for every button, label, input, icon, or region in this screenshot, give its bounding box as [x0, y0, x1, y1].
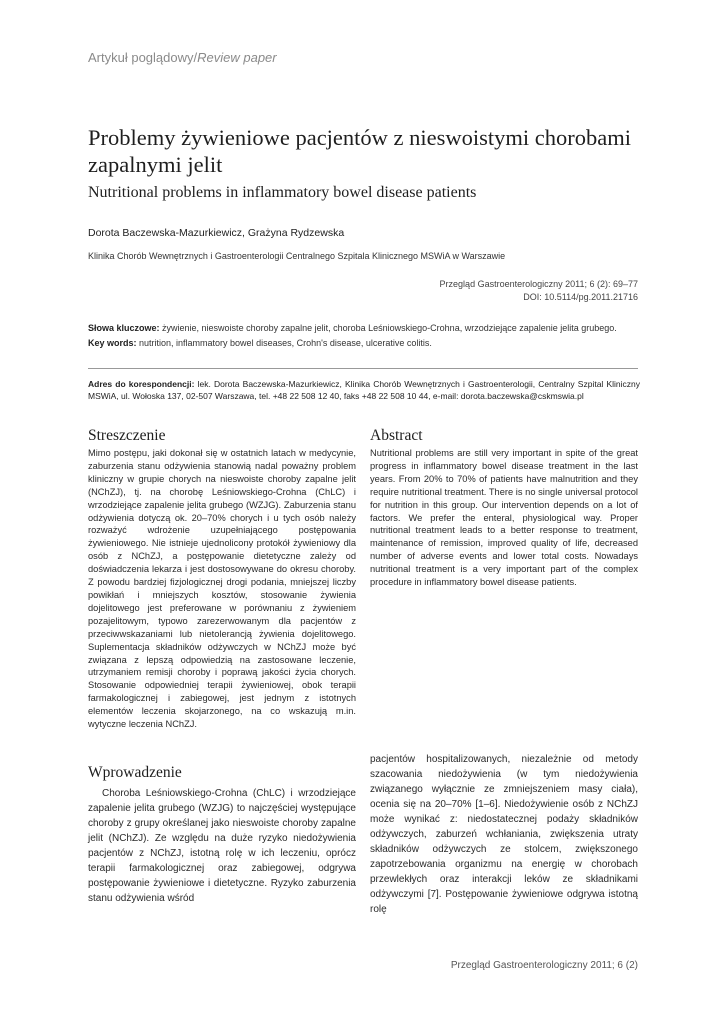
authors: Dorota Baczewska-Mazurkiewicz, Grażyna Rydzewska [88, 227, 345, 239]
journal-citation: Przegląd Gastroenterologiczny 2011; 6 (2): 69–77 [439, 279, 638, 289]
correspondence-block [88, 378, 640, 402]
keywords-en-text: nutrition, inflammatory bowel diseases, Crohn's disease, ulcerative colitis. [136, 338, 432, 348]
title-english: Nutritional problems in inflammatory bowel disease patients [88, 184, 477, 201]
article-type-pl: Artykuł poglądowy/ [88, 50, 198, 65]
correspondence-text: lek. Dorota Baczewska-Mazurkiewicz, Klinika Chorób Wewnętrznych i Gastroenterologii, Centralny Szpital Kliniczny MSWiA, ul. Wołoska 137, 02-507 Warszawa, tel. +48 22 508 12 40, faks +48 22 508 10 44, e-mail: dorota.baczewska@cskmswia.pl [88, 379, 640, 401]
page-footer: Przegląd Gastroenterologiczny 2011; 6 (2) [450, 960, 638, 971]
streszczenie-heading: Streszczenie [88, 427, 166, 444]
affiliation: Klinika Chorób Wewnętrznych i Gastroenterologii Centralnego Szpitala Klinicznego MSWiA w Warszawie [88, 251, 506, 261]
keywords-pl-label: Słowa kluczowe: [88, 323, 160, 333]
abstract-text: Nutritional problems are still very important in spite of the great progress in inflammatory bowel disease treatment in the last years. From 20% to 70% of patients have malnutrition and they require nutritional treatment. There is no single universal protocol for nutrition in this group. Our intervention depends on a lot of factors. We prefer the enteral, physiological way. Proper nutritional treatment leads to a better response to treatment, maintenance of remission, improved quality of life, decreased number of adverse events and lower total costs. Nowadays nutritional treatment is a very important part of the complex procedure in inflammatory bowel disease patients. [370, 448, 638, 588]
keywords-pl [88, 321, 648, 336]
wprowadzenie-continued [370, 752, 638, 917]
streszczenie-section [88, 427, 356, 731]
streszczenie-text: Mimo postępu, jaki dokonał się w ostatnich latach w medycynie, zaburzenia stanu odżywienia stanowią nadal poważny problem kliniczny w grupie chorych na nieswoiste choroby zapalne jelit (NChZJ), tj. na chorobę Leśniowskiego-Crohna (ChLC) i wrzodziejące zapalenie jelita grubego (WZJG). Zaburzenia stanu odżywienia dotyczą ok. 20–70% chorych i u tych osób należy rozważyć wdrożenie uzupełniającego postępowania żywieniowego. Nie istnieje ujednolicony protokół żywieniowy dla osób z NChZJ, a postępowanie dietetyczne zależy od doświadczenia lekarza i jest dostosowywane do okresu choroby. Z powodu bardziej fizjologicznej drogi podania, mniejszej liczby powikłań i mniejszych kosztów, stosowanie żywienia dojelitowego jest preferowane w porównaniu z żywieniem pozajelitowym, typowo zarezerwowanym dla pacjentów z przeciwwskazaniami lub nietolerancją żywienia dojelitowego. Suplementacja składników odżywczych w NChZJ może być związana z lepszą odpowiedzią na zastosowane leczenie, utrzymaniem remisji choroby i poprawą jakości życia chorych. Stosowanie odpowiedniej terapii żywieniowej, obok terapii farmakologicznej i zabiegowej, jest jednym z istotnych elementów leczenia skojarzonego, na co wskazują m.in. wytyczne leczenia NChZJ. [88, 448, 356, 730]
journal-citation-block [440, 278, 638, 304]
correspondence-label: Adres do korespondencji: [88, 379, 195, 389]
journal-doi: DOI: 10.5114/pg.2011.21716 [523, 292, 638, 302]
wprowadzenie-section [88, 764, 356, 906]
title-polish: Problemy żywieniowe pacjentów z nieswoistymi chorobami zapalnymi jelit [88, 125, 631, 177]
wprowadzenie-right-text: pacjentów hospitalizowanych, niezależnie od metody szacowania niedożywienia (w tym niedożywienia związanego wyłącznie ze zmniejszeniem masy ciała), ocenia się na 20–70% [1–6]. Niedożywienie osób z NChZJ może wynikać z: niedostatecznej podaży składników odżywczych, zaburzeń wchłaniania, zwiększenia utraty składników odżywczych ze stolcem, zwiększonego zapotrzebowania organizmu na energię w chorobach przewlekłych oraz interakcji leków ze składnikami odżywczymi [7]. Postępowanie żywieniowe odgrywa istotną rolę [370, 754, 638, 915]
article-type-en: Review paper [197, 50, 277, 65]
article-type-label [88, 50, 277, 65]
wprowadzenie-heading: Wprowadzenie [88, 764, 182, 781]
divider [88, 368, 638, 369]
keywords-pl-text: żywienie, nieswoiste choroby zapalne jelit, choroba Leśniowskiego-Crohna, wrzodziejące zapalenie jelita grubego. [159, 323, 617, 333]
wprowadzenie-left-text: Choroba Leśniowskiego-Crohna (ChLC) i wrzodziejące zapalenie jelita grubego (WZJG) to najczęściej występujące choroby z grupy określanej jako nieswoiste choroby zapalne jelit (NChZJ). Ze względu na duże ryzyko niedożywienia pacjentów z NChZJ, istotną rolę w ich leczeniu, oprócz terapii farmakologicznej oraz zabiegowej, odgrywa postępowanie żywieniowe i dietetyczne. Ryzyko zaburzenia stanu odżywienia wśród [88, 788, 356, 904]
keywords-en-label: Key words: [88, 338, 137, 348]
abstract-heading: Abstract [370, 427, 423, 444]
keywords-en [88, 336, 648, 351]
keywords-block [88, 321, 648, 351]
abstract-section [370, 427, 638, 589]
